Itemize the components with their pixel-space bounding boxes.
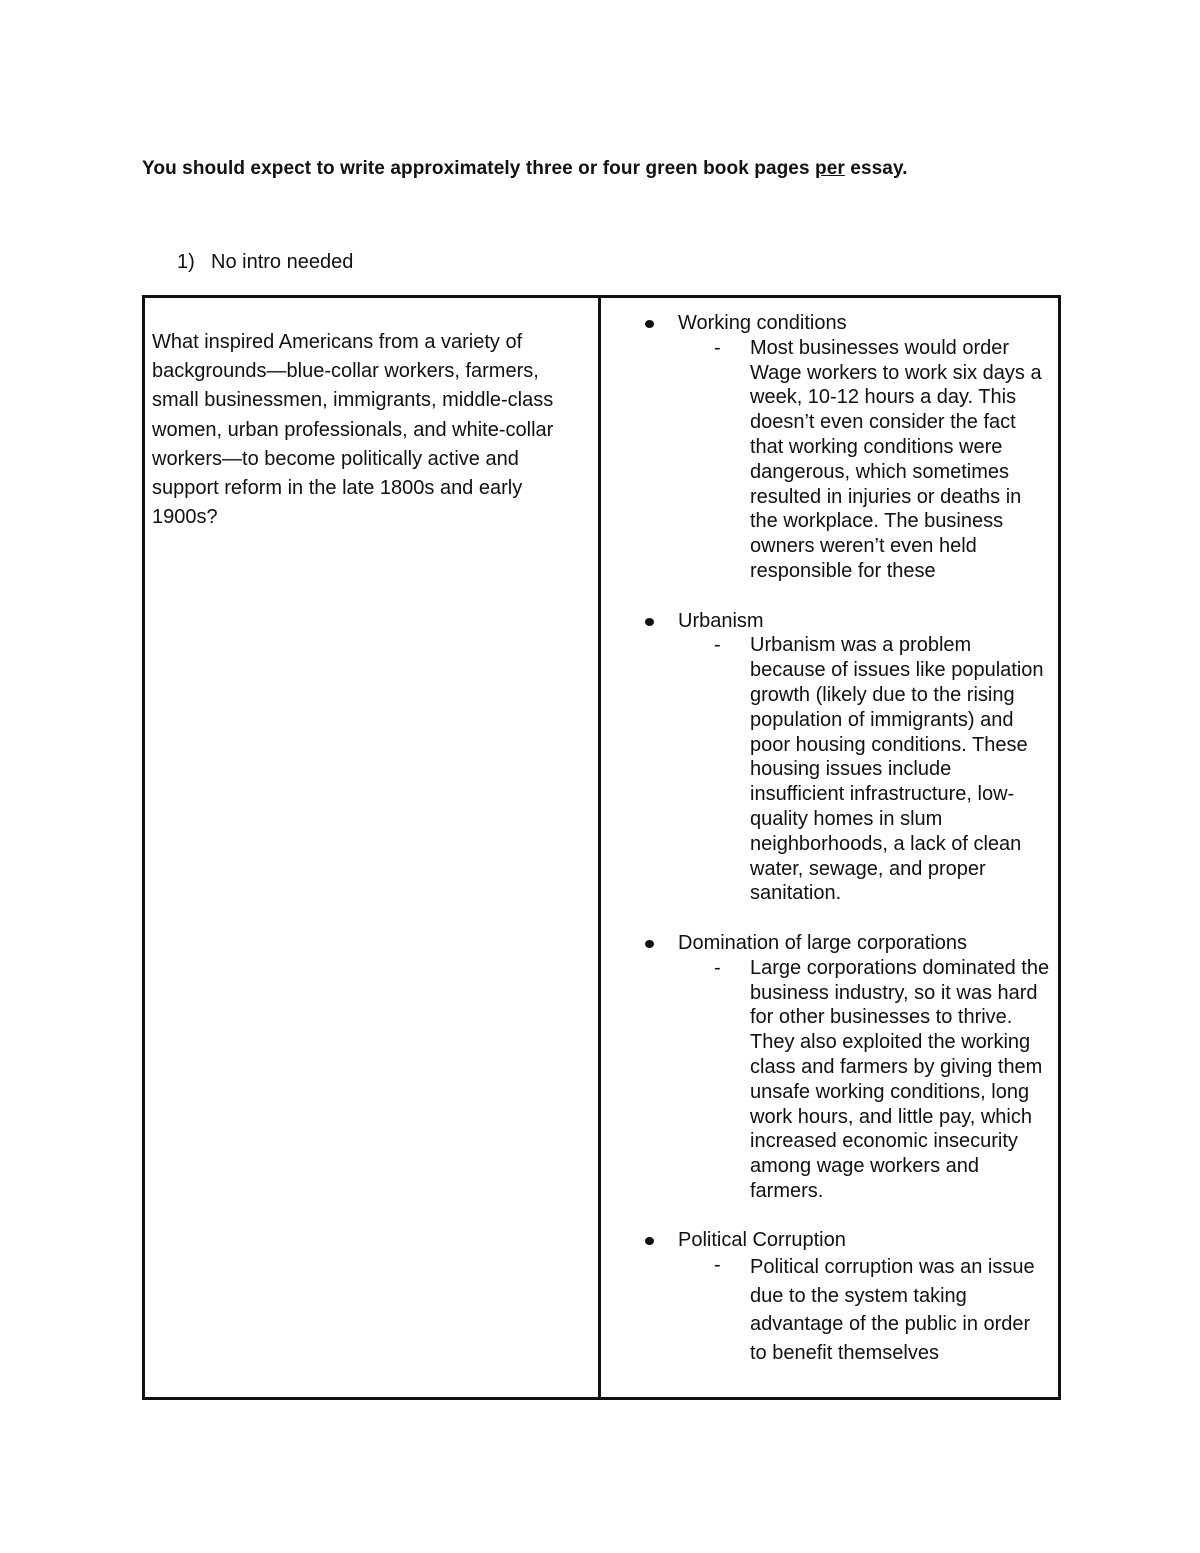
answer-detail: Urbanism was a problem because of issues like population growth (likely due to the rising population of immigrants) and poor housing conditions. These housing issues include insufficient infrastructure, low-quality homes in slum neighborhoods, a lack of clean water, sewage, and proper sanitation.	[750, 634, 1044, 905]
answer-item-political-corruption	[601, 1228, 1050, 1366]
dash-marker: -	[714, 956, 721, 979]
bullet-dot-icon	[643, 311, 678, 336]
answer-detail: Political corruption was an issue due to the system taking advantage of the public in order to benefit themselves	[750, 1256, 1035, 1364]
answer-title: Political Corruption	[678, 1229, 846, 1252]
heading-text-end: essay.	[844, 158, 908, 179]
answer-detail: Most businesses would order Wage workers to work six days a week, 10-12 hours a day. This doesn’t even consider the fact that working conditions were dangerous, which sometimes resulted in injuries or deaths in the workplace. The business owners weren’t even held responsible for these	[750, 336, 1042, 582]
answer-title: Urbanism	[678, 609, 764, 632]
heading-underlined-word: per	[815, 158, 845, 179]
bullet-dot-icon	[643, 931, 678, 956]
answer-detail: Large corporations dominated the business industry, so it was hard for other businesses to thrive. They also exploited the working class and farmers by giving them unsafe working conditions, long work hours, and little pay, which increased economic insecurity among wage workers and farmers.	[750, 956, 1050, 1202]
list-number: 1)	[177, 251, 195, 273]
answer-title: Working conditions	[678, 312, 847, 334]
dash-marker: -	[714, 336, 721, 359]
bullet-dot-icon	[643, 1228, 678, 1253]
list-item-text: No intro needed	[211, 251, 354, 273]
essay-table	[142, 295, 1061, 1400]
bullet-dot-icon	[643, 609, 678, 634]
answer-item-urbanism	[601, 609, 1050, 907]
answer-cell	[601, 298, 1058, 1397]
dash-marker: -	[714, 1254, 721, 1277]
question-cell	[145, 298, 601, 1397]
answer-item-large-corporations	[601, 931, 1050, 1204]
answer-title: Domination of large corporations	[678, 931, 968, 954]
dash-marker: -	[714, 634, 721, 657]
numbered-list-item	[177, 251, 353, 274]
page-heading	[142, 158, 908, 180]
answer-item-working-conditions	[601, 311, 1050, 584]
heading-text-start: You should expect to write approximately three or four green book pages	[142, 158, 816, 179]
question-text: What inspired Americans from a variety of backgrounds—blue-collar workers, farmers, small businessmen, immigrants, middle-class women, urban professionals, and white-collar workers—to become politically active and support reform in the late 1800s and early 1900s?	[152, 331, 554, 529]
